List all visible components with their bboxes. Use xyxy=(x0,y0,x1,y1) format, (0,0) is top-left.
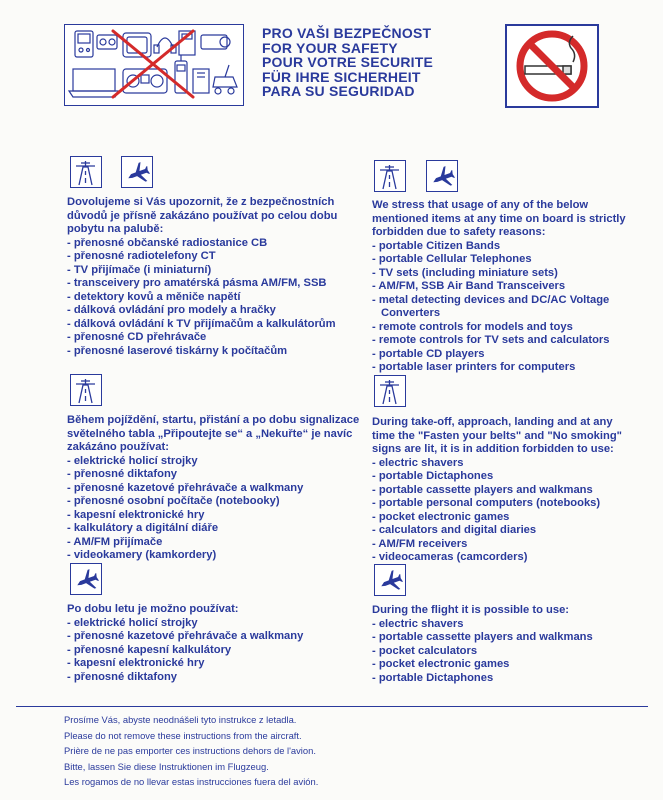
section-cz-flight xyxy=(67,603,303,684)
list-item-continuation: Converters xyxy=(381,307,441,319)
title-spanish: PARA SU SEGURIDAD xyxy=(262,83,415,100)
airplane-icon xyxy=(121,156,153,188)
prohibited-items-list xyxy=(372,457,622,565)
list-item: - portable Dictaphones xyxy=(372,470,494,482)
list-item: - přenosné občanské radiostanice CB xyxy=(67,236,268,249)
section-en-anytime xyxy=(372,199,626,375)
list-item: - přenosné diktafony xyxy=(67,468,178,480)
list-item: - videokamery (kamkordery) xyxy=(67,549,217,561)
list-item: - portable cassette players and walkmans xyxy=(372,483,593,496)
footer-divider xyxy=(16,706,648,707)
section-intro-line: Dovolujeme si Vás upozornit, že z bezpečnostních xyxy=(67,196,335,208)
title-german: FÜR IHRE SICHERHEIT xyxy=(262,68,421,85)
list-item: - dálková ovládání k TV přijímačům a kalkulátorům xyxy=(67,317,336,330)
no-smoking-icon xyxy=(505,24,599,108)
list-item: - přenosné kazetové přehrávače a walkmany xyxy=(67,481,304,494)
list-item: - portable personal computers (notebooks) xyxy=(372,497,601,509)
list-item: - přenosné osobní počítače (notebooky) xyxy=(67,495,280,507)
prohibited-items-list xyxy=(67,237,337,359)
runway-icon xyxy=(374,375,406,407)
list-item: - kapesní elektronické hry xyxy=(67,657,205,669)
section-cz-anytime xyxy=(67,196,337,358)
section-intro-line: signs are lit, it is in addition forbidden to use: xyxy=(372,443,614,455)
list-item: - transceivery pro amatérská pásma AM/FM, SSB xyxy=(67,277,327,289)
list-item: - AM/FM přijímače xyxy=(67,535,163,548)
safety-titles xyxy=(262,26,433,99)
airplane-icon xyxy=(70,563,102,595)
list-item: - portable Citizen Bands xyxy=(372,239,501,252)
permitted-items-list xyxy=(67,617,303,685)
runway-icon xyxy=(70,374,102,406)
footer-line-czech: Prosíme Vás, abyste neodnášeli tyto instrukce z letadla. xyxy=(64,714,297,725)
prohibited-items-list xyxy=(372,240,626,375)
list-item: - calculators and digital diaries xyxy=(372,524,537,536)
airplane-icon xyxy=(374,564,406,596)
list-item: - portable Cellular Telephones xyxy=(372,253,532,265)
title-french: POUR VOTRE SECURITE xyxy=(262,54,434,71)
list-item: - portable CD players xyxy=(372,347,485,360)
list-item: - kapesní elektronické hry xyxy=(67,508,205,521)
runway-icon xyxy=(374,160,406,192)
list-item: - videocameras (camcorders) xyxy=(372,551,528,563)
list-item: - portable laser printers for computers xyxy=(372,361,576,373)
section-intro-line: During the flight it is possible to use: xyxy=(372,604,570,616)
footer-line-spanish: Les rogamos de no llevar estas instrucciones fuera del avión. xyxy=(64,776,319,788)
list-item: - portable cassette players and walkmans xyxy=(372,631,593,643)
list-item xyxy=(372,294,626,321)
section-intro-line: Po dobu letu je možno používat: xyxy=(67,603,239,615)
section-intro-line: During take-off, approach, landing and at any xyxy=(372,416,613,428)
prohibited-items-list xyxy=(67,455,359,563)
list-item: - pocket electronic games xyxy=(372,510,510,523)
list-item: - přenosné kapesní kalkulátory xyxy=(67,643,232,656)
footer-line-english: Please do not remove these instructions from the aircraft. xyxy=(64,729,302,741)
list-item: - přenosné diktafony xyxy=(67,670,178,683)
list-item: - přenosné radiotelefony CT xyxy=(67,250,216,262)
list-item: - přenosné CD přehrávače xyxy=(67,331,207,343)
list-item: - pocket calculators xyxy=(372,644,478,657)
electronic-devices-prohibited-icon xyxy=(64,24,244,106)
list-item: - electric shavers xyxy=(372,456,464,469)
section-intro-line: zakázáno používat: xyxy=(67,441,169,453)
section-intro-line: důvodů je přísně zakázáno používat po celou dobu xyxy=(67,209,338,222)
list-item: - AM/FM receivers xyxy=(372,537,468,550)
section-intro-line: světelného tabla „Připoutejte se“ a „Nekuřte“ je navíc xyxy=(67,427,353,440)
list-item: - TV přijímače (i miniaturní) xyxy=(67,263,212,276)
section-intro-line: mentioned items at any time on board is strictly xyxy=(372,212,626,225)
permitted-items-list xyxy=(372,618,593,686)
title-czech: PRO VAŠI BEZPEČNOST xyxy=(262,25,432,41)
list-item: - elektrické holicí strojky xyxy=(67,616,198,629)
list-item-text: - metal detecting devices and DC/AC Voltage xyxy=(372,293,610,306)
list-item: - dálková ovládání pro modely a hračky xyxy=(67,304,276,316)
list-item: - přenosné kazetové přehrávače a walkmany xyxy=(67,630,304,642)
footer-notice xyxy=(64,712,318,790)
footer-line-german: Bitte, lassen Sie diese Instruktionen im Flugzeug. xyxy=(64,760,269,772)
section-intro-line: forbidden due to safety reasons: xyxy=(372,226,546,238)
list-item: - portable Dictaphones xyxy=(372,671,494,684)
list-item: - remote controls for TV sets and calculators xyxy=(372,334,610,346)
list-item: - electric shavers xyxy=(372,617,464,630)
list-item: - kalkulátory a digitální diáře xyxy=(67,522,219,534)
section-intro-line: pobytu na palubě: xyxy=(67,223,164,235)
list-item: - pocket electronic games xyxy=(372,658,510,670)
title-english: FOR YOUR SAFETY xyxy=(262,39,398,56)
list-item: - přenosné laserové tiskárny k počítačům xyxy=(67,344,288,357)
list-item: - TV sets (including miniature sets) xyxy=(372,266,558,279)
runway-icon xyxy=(70,156,102,188)
list-item: - elektrické holicí strojky xyxy=(67,454,198,467)
footer-line-french: Prière de ne pas emporter ces instructions dehors de l'avion. xyxy=(64,745,316,757)
section-cz-takeoff xyxy=(67,414,359,563)
section-en-flight xyxy=(372,604,593,685)
list-item: - remote controls for models and toys xyxy=(372,320,573,333)
section-intro-line: Během pojíždění, startu, přistání a po dobu signalizace xyxy=(67,414,360,426)
list-item: - detektory kovů a měniče napětí xyxy=(67,290,241,303)
section-intro-line: time the "Fasten your belts" and "No smoking" xyxy=(372,429,622,442)
section-en-takeoff xyxy=(372,416,622,565)
section-intro-line: We stress that usage of any of the below xyxy=(372,199,589,211)
airplane-icon xyxy=(426,160,458,192)
list-item: - AM/FM, SSB Air Band Transceivers xyxy=(372,280,566,292)
